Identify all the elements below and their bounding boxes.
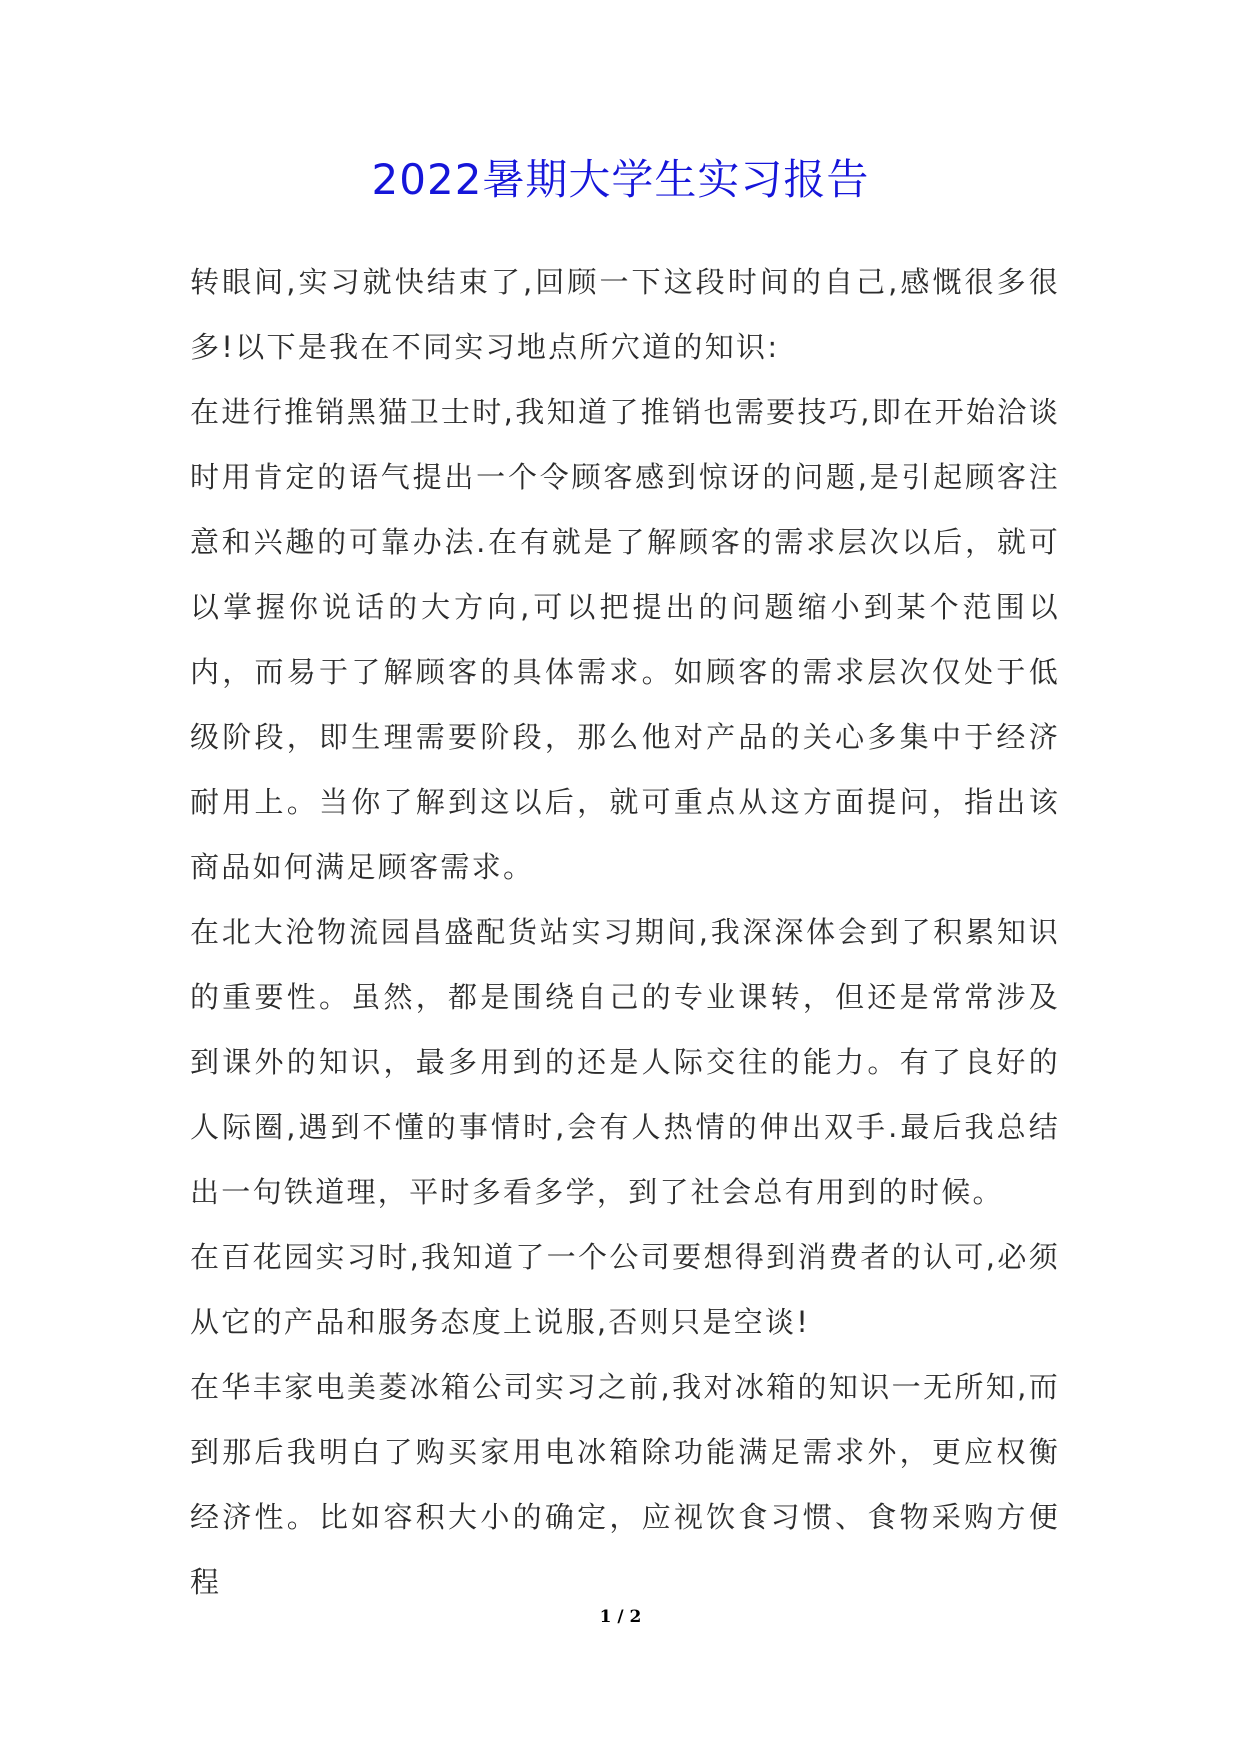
page-title: 2022暑期大学生实习报告 <box>371 155 870 204</box>
paragraph-logistics: 在北大沧物流园昌盛配货站实习期间,我深深体会到了积累知识的重要性。虽然，都是围绕自己的专业课转，但还是常常涉及到课外的知识，最多用到的还是人际交往的能力。有了良好的人际圈,遇到不懂的事情时,会有人热情的伸出双手.最后我总结出一句铁道理，平时多看多学，到了社会总有用到的时候。 <box>190 915 1060 1209</box>
page-number: 1 / 2 <box>599 1607 642 1627</box>
paragraph-sales: 在进行推销黑猫卫士时,我知道了推销也需要技巧,即在开始洽谈时用肯定的语气提出一个令顾客感到惊讶的问题,是引起顾客注意和兴趣的可靠办法.在有就是了解顾客的需求层次以后，就可以掌握你说话的大方向,可以把提出的问题缩小到某个范围以内，而易于了解顾客的具体需求。如顾客的需求层次仅处于低级阶段，即生理需要阶段，那么他对产品的关心多集中于经济耐用上。当你了解到这以后，就可重点从这方面提问，指出该商品如何满足顾客需求。 <box>190 395 1060 884</box>
paragraph-garden: 在百花园实习时,我知道了一个公司要想得到消费者的认可,必须从它的产品和服务态度上说服,否则只是空谈! <box>190 1240 1060 1339</box>
paragraph-intro: 转眼间,实习就快结束了,回顾一下这段时间的自己,感慨很多很多!以下是我在不同实习地点所穴道的知识: <box>190 265 1060 364</box>
paragraph-appliance: 在华丰家电美菱冰箱公司实习之前,我对冰箱的知识一无所知,而到那后我明白了购买家用电冰箱除功能满足需求外，更应权衡经济性。比如容积大小的确定，应视饮食习惯、食物采购方便程 <box>190 1370 1060 1599</box>
document-body <box>190 250 1060 1615</box>
